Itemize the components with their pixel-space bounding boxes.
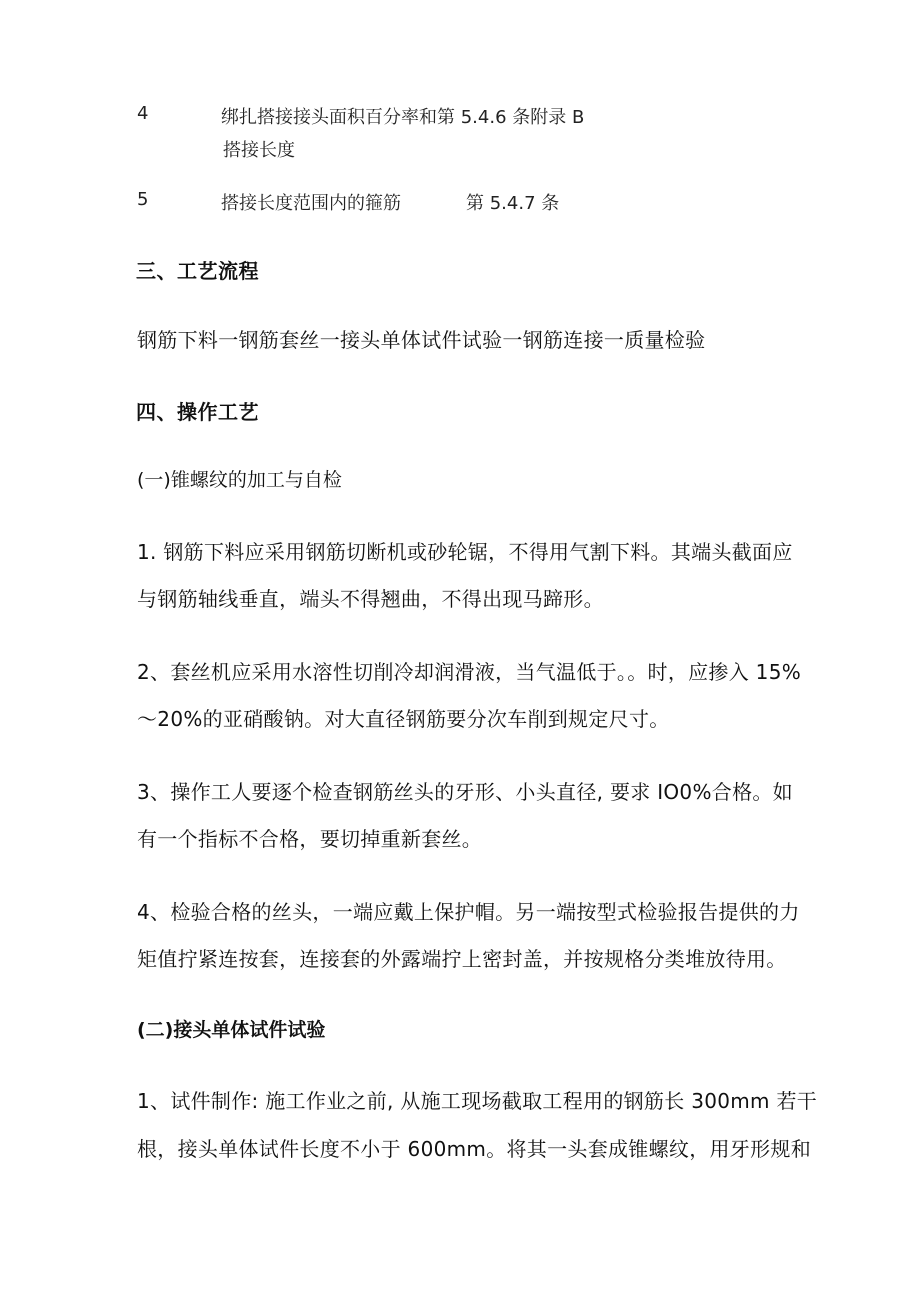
section-heading-operation: 四、操作工艺 [136,400,259,424]
paragraph-4-line2: 矩值拧紧连按套，连接套的外露端拧上密封盖，并按规格分类堆放待用。 [137,947,787,971]
paragraph-1-line1: 1. 钢筋下料应采用钢筋切断机或砂轮锯，不得用气割下料。其端头截面应 [137,540,793,564]
table-row-4-item-line1: 绑扎搭接接头面积百分率和第 5.4.6 条附录 B [221,107,585,128]
paragraph-5-line1: 1、试件制作: 施工作业之前, 从施工现场截取工程用的钢筋长 300mm 若干 [137,1089,818,1113]
subsection-heading-specimen-test: (二)接头单体试件试验 [137,1019,326,1041]
paragraph-3-line2: 有一个指标不合格，要切掉重新套丝。 [137,827,483,851]
table-row-5-item: 搭接长度范围内的箍筋 [221,193,401,214]
paragraph-1-line2: 与钢筋轴线垂直，端头不得翘曲，不得出现马蹄形。 [137,587,604,611]
paragraph-2-line2: ～20%的亚硝酸钠。对大直径钢筋要分次车削到规定尺寸。 [137,707,670,731]
paragraph-3-line1: 3、操作工人要逐个检查钢筋丝头的牙形、小头直径, 要求 IO0%合格。如 [137,780,793,804]
table-row-4-item-line2: 搭接长度 [223,140,295,161]
table-row-4-number: 4 [137,103,149,124]
table-row-5-reference: 第 5.4.7 条 [466,193,560,214]
process-flow-text: 钢筋下料一钢筋套丝一接头单体试件试验一钢筋连接一质量检验 [137,328,706,352]
paragraph-5-line2: 根，接头单体试件长度不小于 600mm。将其一头套成锥螺纹，用牙形规和 [137,1137,811,1161]
table-row-5-number: 5 [137,189,149,210]
section-heading-process-flow: 三、工艺流程 [136,259,259,283]
paragraph-4-line1: 4、检验合格的丝头，一端应戴上保护帽。另一端按型式检验报告提供的力 [137,900,800,924]
paragraph-2-line1: 2、套丝机应采用水溶性切削冷却润滑液，当气温低于。。时，应掺入 15% [137,660,802,684]
subsection-heading-thread-processing: (一)锥螺纹的加工与自检 [137,469,342,491]
